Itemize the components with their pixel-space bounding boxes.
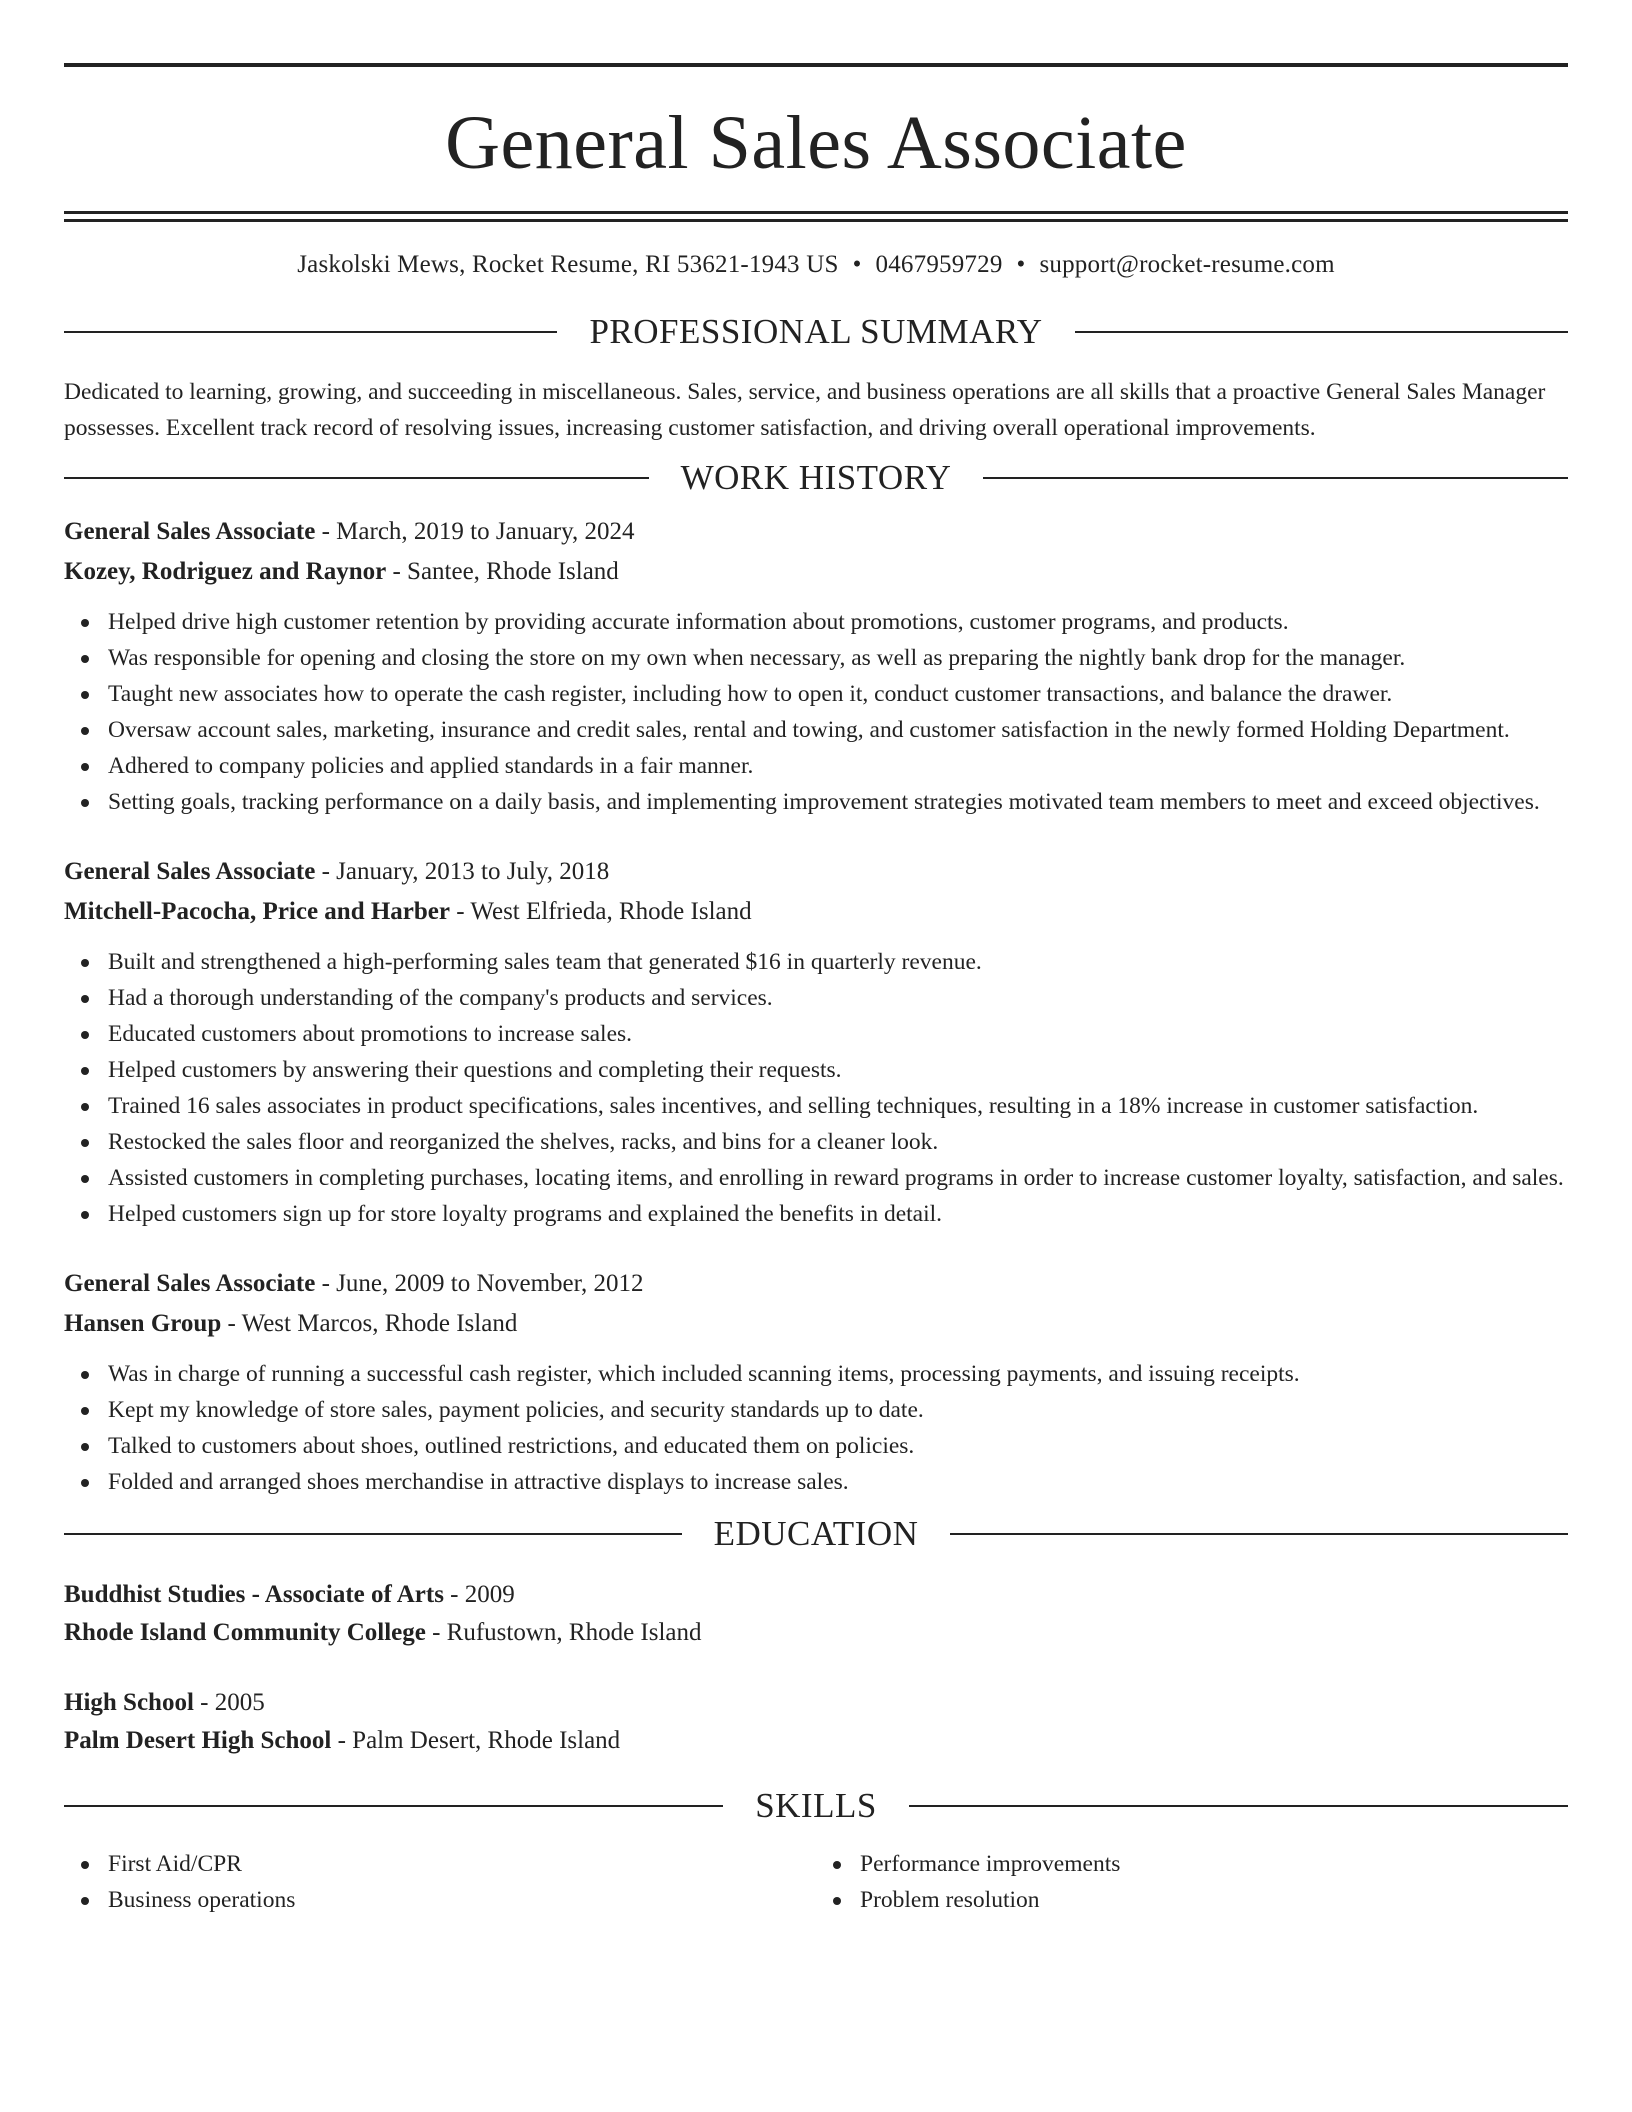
job-entry xyxy=(64,1264,1568,1500)
job-company: Mitchell-Pacocha, Price and Harber xyxy=(64,898,450,925)
skills-column-left xyxy=(64,1846,816,1918)
education-degree: Buddhist Studies - Associate of Arts xyxy=(64,1581,444,1608)
section-title-skills: SKILLS xyxy=(755,1786,877,1825)
section-title-work: WORK HISTORY xyxy=(680,458,952,497)
top-rule xyxy=(64,63,1568,67)
education-location: - Palm Desert, Rhode Island xyxy=(331,1727,621,1754)
section-header-skills xyxy=(64,1786,1568,1826)
resume-page xyxy=(64,0,1568,1918)
education-school-line xyxy=(64,1722,1568,1760)
job-location: - West Elfrieda, Rhode Island xyxy=(450,898,752,925)
job-bullet: Restocked the sales floor and reorganized the shelves, racks, and bins for a cleaner look. xyxy=(64,1124,1568,1160)
education-degree-line xyxy=(64,1684,1568,1722)
job-entry xyxy=(64,852,1568,1232)
job-bullet: Helped drive high customer retention by providing accurate information about promotions, customer programs, and products. xyxy=(64,604,1568,640)
job-bullets xyxy=(64,1356,1568,1500)
skill-item: Performance improvements xyxy=(816,1846,1568,1882)
job-bullet: Talked to customers about shoes, outlined restrictions, and educated them on policies. xyxy=(64,1428,1568,1464)
section-rule-right xyxy=(909,1805,1568,1807)
job-location: - West Marcos, Rhode Island xyxy=(221,1310,518,1337)
job-bullet: Oversaw account sales, marketing, insurance and credit sales, rental and towing, and customer satisfaction in the newly formed Holding Department. xyxy=(64,712,1568,748)
job-title-line xyxy=(64,512,1568,552)
job-bullets xyxy=(64,944,1568,1232)
skill-item: Problem resolution xyxy=(816,1882,1568,1918)
contact-address: Jaskolski Mews, Rocket Resume, RI 53621-1943 US xyxy=(297,251,839,278)
job-dates: - January, 2013 to July, 2018 xyxy=(315,858,610,885)
job-title-line xyxy=(64,852,1568,892)
education-year: - 2009 xyxy=(443,1581,515,1608)
job-entry xyxy=(64,512,1568,820)
education-year: - 2005 xyxy=(193,1689,265,1716)
section-rule-right xyxy=(983,477,1568,479)
education-school: Rhode Island Community College xyxy=(64,1619,426,1646)
job-dates: - June, 2009 to November, 2012 xyxy=(315,1270,644,1297)
job-company-line xyxy=(64,552,1568,592)
resume-name: General Sales Associate xyxy=(445,101,1187,185)
section-rule-left xyxy=(64,331,557,333)
section-header-summary xyxy=(64,312,1568,352)
job-dates: - March, 2019 to January, 2024 xyxy=(315,518,635,545)
section-title-summary: PROFESSIONAL SUMMARY xyxy=(589,312,1043,351)
job-location: - Santee, Rhode Island xyxy=(386,558,619,585)
job-title-line xyxy=(64,1264,1568,1304)
section-title-education: EDUCATION xyxy=(713,1514,919,1553)
education-location: - Rufustown, Rhode Island xyxy=(425,1619,702,1646)
job-bullet: Was responsible for opening and closing the store on my own when necessary, as well as preparing the nightly bank drop for the manager. xyxy=(64,640,1568,676)
skills-list xyxy=(64,1846,1568,1918)
section-rule-left xyxy=(64,477,649,479)
contact-line xyxy=(64,250,1568,280)
section-rule-right xyxy=(1075,331,1568,333)
section-header-work xyxy=(64,458,1568,498)
job-bullet: Built and strengthened a high-performing sales team that generated $16 in quarterly revenue. xyxy=(64,944,1568,980)
job-title: General Sales Associate xyxy=(64,858,316,885)
skill-item: Business operations xyxy=(64,1882,816,1918)
job-company-line xyxy=(64,892,1568,932)
education-school: Palm Desert High School xyxy=(64,1727,332,1754)
contact-separator: • xyxy=(1016,251,1026,278)
job-company: Kozey, Rodriguez and Raynor xyxy=(64,558,387,585)
job-bullet: Helped customers sign up for store loyalty programs and explained the benefits in detail. xyxy=(64,1196,1568,1232)
skill-item: First Aid/CPR xyxy=(64,1846,816,1882)
education-degree-line xyxy=(64,1576,1568,1614)
contact-phone: 0467959729 xyxy=(875,251,1003,278)
job-company-line xyxy=(64,1304,1568,1344)
job-bullet: Adhered to company policies and applied standards in a fair manner. xyxy=(64,748,1568,784)
education-entry xyxy=(64,1684,1568,1760)
job-bullets xyxy=(64,604,1568,820)
job-bullet: Taught new associates how to operate the cash register, including how to open it, conduct customer transactions, and balance the drawer. xyxy=(64,676,1568,712)
job-bullet: Assisted customers in completing purchases, locating items, and enrolling in reward programs in order to increase customer loyalty, satisfaction, and sales. xyxy=(64,1160,1568,1196)
job-bullet: Helped customers by answering their questions and completing their requests. xyxy=(64,1052,1568,1088)
job-title: General Sales Associate xyxy=(64,1270,316,1297)
double-rule xyxy=(64,211,1568,222)
job-title: General Sales Associate xyxy=(64,518,316,545)
job-bullet: Kept my knowledge of store sales, payment policies, and security standards up to date. xyxy=(64,1392,1568,1428)
job-bullet: Was in charge of running a successful cash register, which included scanning items, processing payments, and issuing receipts. xyxy=(64,1356,1568,1392)
education-entry xyxy=(64,1576,1568,1652)
job-bullet: Trained 16 sales associates in product specifications, sales incentives, and selling techniques, resulting in a 18% increase in customer satisfaction. xyxy=(64,1088,1568,1124)
job-bullet: Setting goals, tracking performance on a daily basis, and implementing improvement strategies motivated team members to meet and exceed objectives. xyxy=(64,784,1568,820)
summary-text: Dedicated to learning, growing, and succeeding in miscellaneous. Sales, service, and business operations are all skills that a proactive General Sales Manager possesses. Excellent track record of resolving issues, increasing customer satisfaction, and driving overall operational improvements. xyxy=(64,379,1546,441)
skills-column-right xyxy=(816,1846,1568,1918)
education-school-line xyxy=(64,1614,1568,1652)
section-rule-left xyxy=(64,1533,682,1535)
contact-email: support@rocket-resume.com xyxy=(1039,251,1335,278)
section-rule-right xyxy=(950,1533,1568,1535)
education-degree: High School xyxy=(64,1689,194,1716)
contact-separator: • xyxy=(852,251,862,278)
job-bullet: Folded and arranged shoes merchandise in attractive displays to increase sales. xyxy=(64,1464,1568,1500)
job-company: Hansen Group xyxy=(64,1310,222,1337)
job-bullet: Had a thorough understanding of the company's products and services. xyxy=(64,980,1568,1016)
section-header-education xyxy=(64,1514,1568,1554)
section-rule-left xyxy=(64,1805,723,1807)
job-bullet: Educated customers about promotions to increase sales. xyxy=(64,1016,1568,1052)
